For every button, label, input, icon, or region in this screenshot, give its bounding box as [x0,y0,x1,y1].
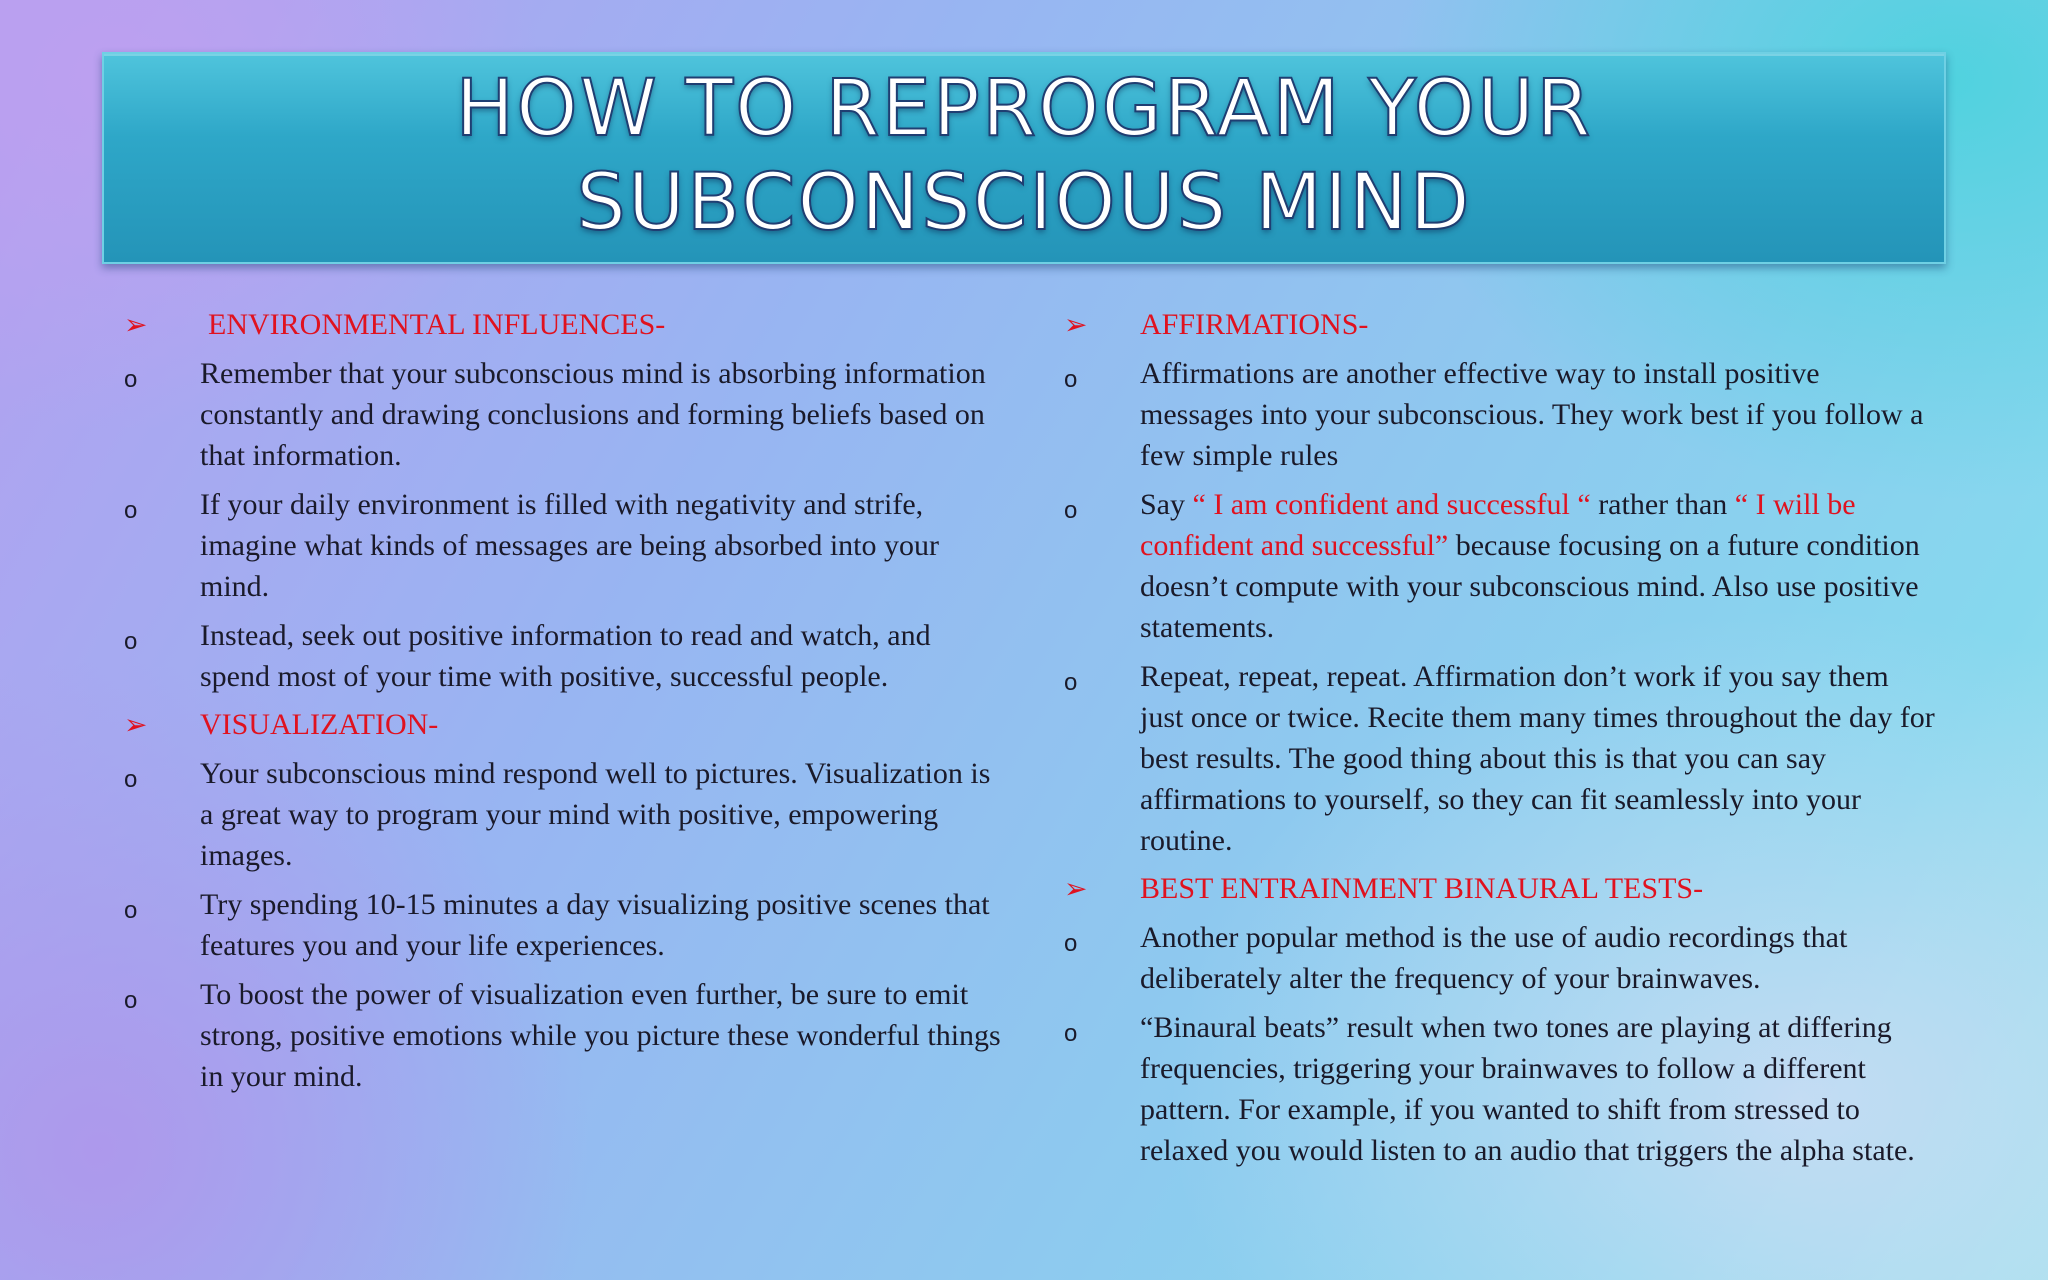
heading-text: AFFIRMATIONS- [1140,308,1369,341]
section-heading-binaural [1058,869,1938,909]
section-heading-visualization [118,705,1008,745]
list-item [118,615,1008,697]
list-item [1058,484,1938,648]
title-line-2: SUBCONSCIOUS MIND [576,158,1472,248]
section-heading-affirmations [1058,305,1938,345]
item-text: Another popular method is the use of audio recordings that deliberately alter the frequency of your brainwaves. [1140,921,1848,995]
item-text: Instead, seek out positive information to read and watch, and spend most of your time with positive, successful people. [200,619,931,693]
circle-bullet-icon: o [1064,497,1078,524]
circle-bullet-icon: o [1064,930,1078,957]
heading-text: ENVIRONMENTAL INFLUENCES- [208,308,666,341]
rather-text: rather than [1590,488,1735,521]
item-text: To boost the power of visualization even further, be sure to emit strong, positive emotions while you picture these wonderful things in your mind. [200,978,1001,1093]
list-item [118,484,1008,607]
item-text: Remember that your subconscious mind is absorbing information constantly and drawing conclusions and forming beliefs based on that information. [200,357,986,472]
say-text: Say [1140,488,1193,521]
list-item [118,353,1008,476]
item-text: Affirmations are another effective way to install positive messages into your subconscious. They work best if you follow a few simple rules [1140,357,1924,472]
item-text [1140,484,1938,648]
circle-bullet-icon: o [124,497,138,524]
item-text: Your subconscious mind respond well to pictures. Visualization is a great way to program your mind with positive, empowering images. [200,757,991,872]
circle-bullet-icon: o [124,766,138,793]
item-text: Try spending 10-15 minutes a day visualizing positive scenes that features you and your life experiences. [200,888,990,962]
list-item [1058,917,1938,999]
list-item [1058,1007,1938,1171]
right-column [1058,305,1938,1179]
circle-bullet-icon: o [124,897,138,924]
arrow-bullet-icon: ➢ [124,708,148,741]
title-banner [102,52,1946,264]
list-item [1058,353,1938,476]
circle-bullet-icon: o [1064,669,1078,696]
circle-bullet-icon: o [124,628,138,655]
circle-bullet-icon: o [124,987,138,1014]
title-line-1: HOW TO REPROGRAM YOUR [455,64,1593,154]
heading-text: VISUALIZATION- [200,708,439,741]
circle-bullet-icon: o [124,366,138,393]
arrow-bullet-icon: ➢ [1064,308,1088,341]
slide-title [104,62,1944,250]
list-item [118,884,1008,966]
item-text: Repeat, repeat, repeat. Affirmation don’t work if you say them just once or twice. Recite them many times throughout the day for best results. The good thing about this is that you can say affirmations to yourself, so they can fit seamlessly into your routine. [1140,660,1935,857]
section-heading-environmental [118,305,1008,345]
list-item [1058,656,1938,861]
affirmation-example-future: “ I will be confident and successful” [1140,488,1856,562]
circle-bullet-icon: o [1064,366,1078,393]
item-text: “Binaural beats” result when two tones are playing at differing frequencies, triggering your brainwaves to follow a different pattern. For example, if you wanted to shift from stressed to relaxed you would listen to an audio that triggers the alpha state. [1140,1011,1915,1167]
explanation-text: because focusing on a future condition doesn’t compute with your subconscious mind. Also use positive statements. [1140,529,1920,644]
list-item [118,753,1008,876]
list-item [118,974,1008,1097]
affirmation-example-present: “ I am confident and successful “ [1192,488,1591,521]
arrow-bullet-icon: ➢ [1064,872,1088,905]
circle-bullet-icon: o [1064,1020,1078,1047]
arrow-bullet-icon: ➢ [124,308,148,341]
heading-text: BEST ENTRAINMENT BINAURAL TESTS- [1140,872,1704,905]
item-text: If your daily environment is filled with negativity and strife, imagine what kinds of messages are being absorbed into your mind. [200,488,939,603]
left-column [118,305,1008,1105]
